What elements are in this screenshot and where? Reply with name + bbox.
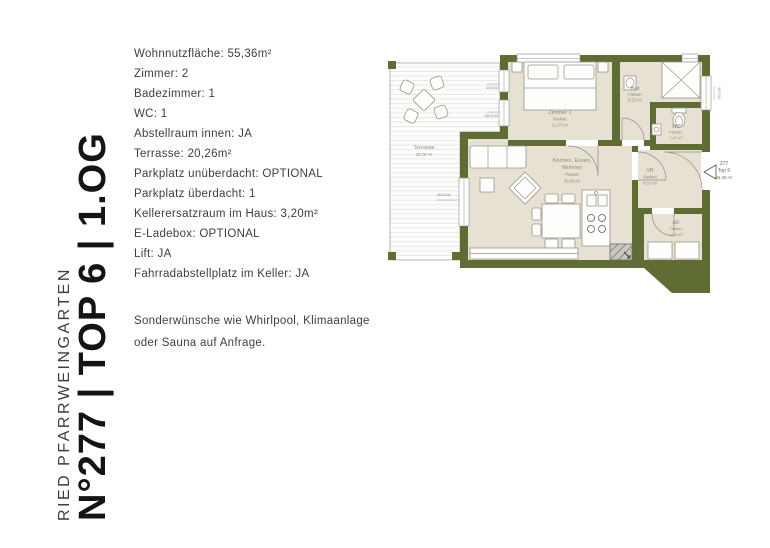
shaft	[610, 244, 632, 260]
room-area: 1,47 m²	[669, 135, 683, 140]
detail-line: Lift: JA	[134, 248, 172, 260]
dimension: 60/240	[486, 86, 498, 90]
bed	[512, 62, 608, 110]
floorplan	[386, 48, 738, 296]
detail-line: Parkplatz überdacht: 1	[134, 188, 256, 200]
room-floor-type: Fliesen	[628, 92, 642, 97]
detail-line: E-Ladebox: OPTIONAL	[134, 228, 260, 240]
detail-line: Badezimmer: 1	[134, 88, 216, 100]
room-area: 4,62 m²	[642, 180, 658, 186]
room-floor-type: Fliesen	[669, 226, 683, 231]
room-floor-type: Parkett	[643, 174, 657, 180]
detail-line: Kellerersatzraum im Haus: 3,20m²	[134, 208, 319, 220]
shower	[662, 62, 700, 98]
room-label: AR	[672, 220, 680, 226]
detail-line: WC: 1	[134, 108, 168, 120]
wall-stub	[452, 252, 460, 260]
project-name-vertical: RIED PFARRWEINGARTEN	[56, 267, 73, 521]
sideboard	[470, 248, 578, 259]
room-floor-type: Parkett	[565, 172, 579, 177]
room-area: 2,18 m²	[669, 232, 683, 237]
room-floor-type: Parkett	[553, 116, 567, 122]
detail-line: Zimmer: 2	[134, 68, 189, 80]
unit-title-vertical: N°277 | TOP 6 | 1.OG	[72, 132, 114, 521]
room-label: WC	[671, 124, 681, 130]
room-area: 5,52 m²	[627, 97, 643, 103]
dimension: 180/240	[484, 114, 498, 118]
kitchen-counter	[582, 190, 610, 246]
room-label: Zimmer 1	[548, 110, 572, 116]
room-label: VR	[646, 168, 654, 174]
room-area: 11,97 m²	[551, 122, 569, 128]
dimension: 300/240	[437, 193, 451, 197]
unit-details-list	[134, 44, 323, 284]
detail-line: Parkplatz unüberdacht: OPTIONAL	[134, 168, 323, 180]
room-label: Bad	[630, 86, 640, 92]
room-label: Terrasse	[413, 145, 435, 151]
wall-stub	[388, 252, 396, 260]
note-line: oder Sauna auf Anfrage.	[134, 337, 266, 349]
room-label: Wohnen	[561, 165, 583, 171]
wall-stub	[388, 61, 396, 69]
room-area: 29,80 m²	[563, 178, 581, 184]
detail-line: Terrasse: 20,26m²	[134, 148, 232, 160]
unit-area: 55,36 m²	[715, 175, 733, 180]
detail-line: Wohnnutzfläche: 55,36m²	[134, 48, 272, 60]
room-area: 20,26 m²	[415, 152, 433, 157]
room-floor-type: Fliesen	[669, 129, 683, 135]
note-line: Sonderwünsche wie Whirlpool, Klimaanlage	[134, 315, 370, 327]
detail-line: Abstellraum innen: JA	[134, 128, 253, 140]
dimension: 90/245	[717, 87, 721, 99]
room-label: Kochen, Essen,	[552, 158, 592, 164]
detail-line: Fahrradabstellplatz im Keller: JA	[134, 268, 310, 280]
unit-name: Top 6	[717, 168, 731, 174]
unit-number: 277	[719, 161, 729, 167]
custom-options-note	[134, 310, 370, 354]
